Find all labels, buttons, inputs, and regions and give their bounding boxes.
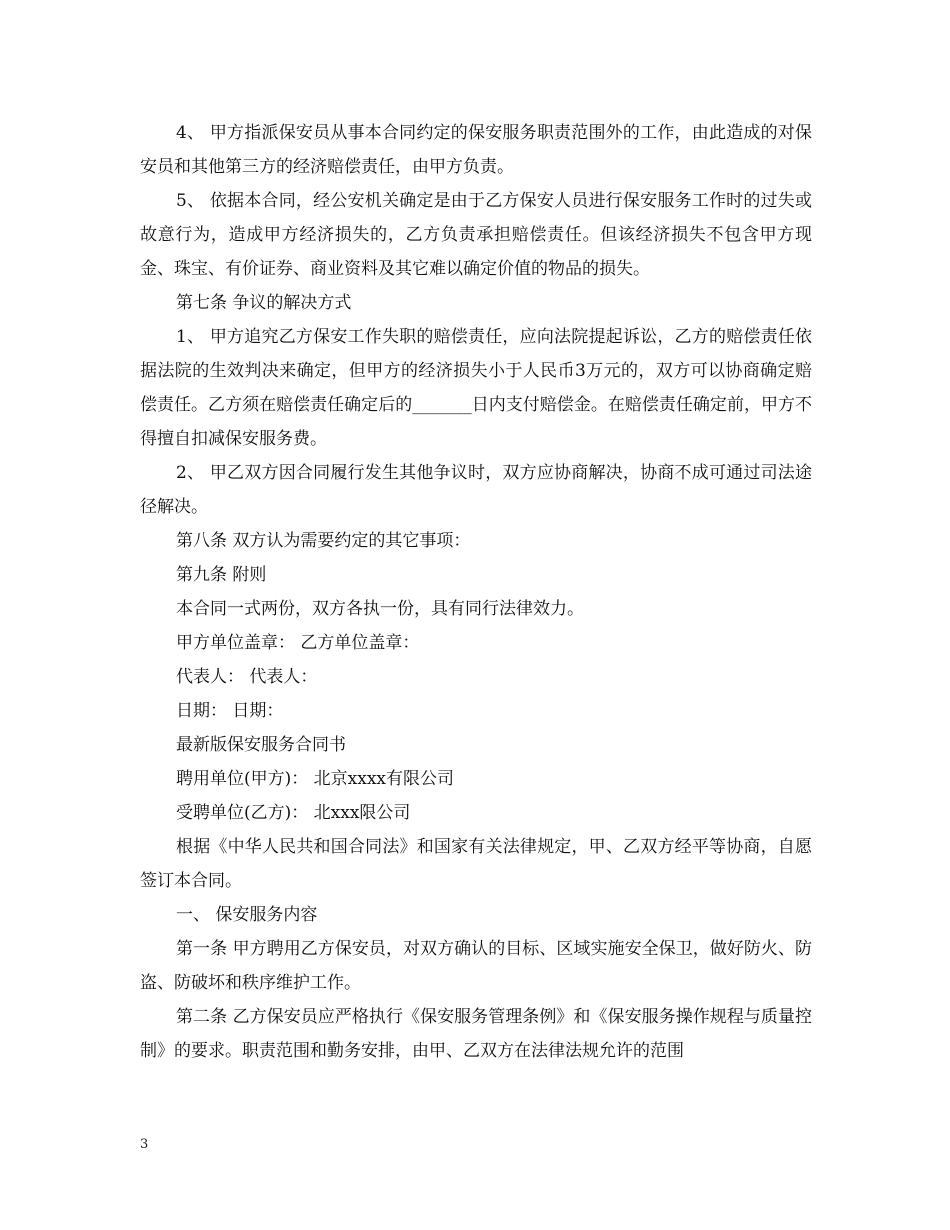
signature-representative-line: 代表人： 代表人： (176, 667, 318, 687)
paragraph-article-1: 第一条 甲方聘用乙方保安员，对双方确认的目标、区域实施安全保卫，做好防火、防盗、防破坏和秩序维护工作。 (140, 939, 812, 993)
heading-section-1: 一、 保安服务内容 (176, 905, 318, 925)
party-a-line: 聘用单位(甲方)： 北京xxxx有限公司 (176, 769, 455, 789)
page-number: 3 (140, 1137, 149, 1152)
signature-seal-line: 甲方单位盖章： 乙方单位盖章： (176, 633, 420, 653)
signature-date-line: 日期： 日期： (176, 701, 284, 721)
heading-article-8: 第八条 双方认为需要约定的其它事项： (176, 531, 471, 551)
heading-article-9: 第九条 附则 (176, 565, 267, 585)
paragraph-dispute-2: 2、 甲乙双方因合同履行发生其他争议时，双方应协商解决，协商不成可通过司法途径解决。 (140, 463, 812, 517)
paragraph-preamble: 根据《中华人民共和国合同法》和国家有关法律规定，甲、乙双方经平等协商，自愿签订本合同。 (140, 837, 812, 891)
paragraph-copies: 本合同一式两份，双方各执一份，具有同行法律效力。 (176, 599, 584, 619)
paragraph-article-2: 第二条 乙方保安员应严格执行《保安服务管理条例》和《保安服务操作规程与质量控制》的要求。职责范围和勤务安排，由甲、乙双方在法律法规允许的范围 (140, 1007, 812, 1061)
paragraph-dispute-1: 1、 甲方追究乙方保安工作失职的赔偿责任，应向法院提起诉讼，乙方的赔偿责任依据法院的生效判决来确定，但甲方的经济损失小于人民币3万元的，双方可以协商确定赔偿责任。乙方须在赔偿责任确定后的_______日内支付赔偿金。在赔偿责任确定前，甲方不得擅自扣减保安服务费。 (140, 327, 812, 449)
paragraph-clause-4: 4、 甲方指派保安员从事本合同约定的保安服务职责范围外的工作，由此造成的对保安员和其他第三方的经济赔偿责任，由甲方负责。 (140, 123, 812, 177)
contract-title: 最新版保安服务合同书 (176, 735, 346, 755)
party-b-line: 受聘单位(乙方)： 北xxx限公司 (176, 803, 411, 823)
heading-article-7: 第七条 争议的解决方式 (176, 293, 352, 313)
document-body (140, 116, 812, 1068)
paragraph-clause-5: 5、 依据本合同，经公安机关确定是由于乙方保安人员进行保安服务工作时的过失或故意行为，造成甲方经济损失的，乙方负责承担赔偿责任。但该经济损失不包含甲方现金、珠宝、有价证券、商业资料及其它难以确定价值的物品的损失。 (140, 191, 812, 279)
